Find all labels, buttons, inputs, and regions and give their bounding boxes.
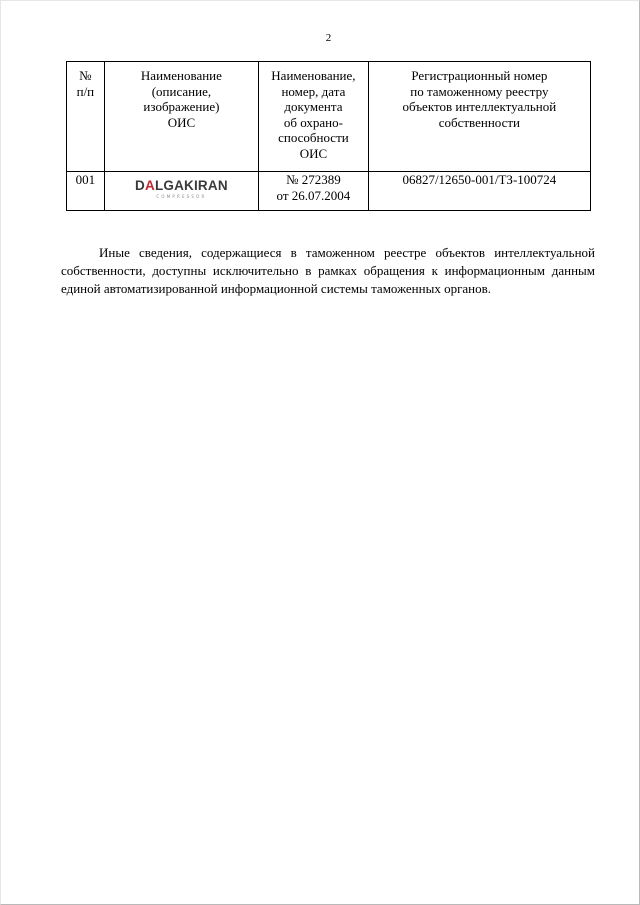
document-number: № 272389 <box>286 172 341 187</box>
logo-wordmark: DALGAKIRAN <box>135 178 228 193</box>
trademark-cell <box>104 172 258 211</box>
note-paragraph: Иные сведения, содержащиеся в таможенном реестре объектов интеллектуальной собственности, доступны исключительно в рамках обращения к информационным данным единой автоматизированной информационной системы таможенных органов. <box>61 245 595 297</box>
header-line: изображение) <box>143 99 220 114</box>
header-line: по таможенному реестру <box>410 83 549 99</box>
header-line: ОИС <box>299 145 328 161</box>
header-line: Регистрационный номер <box>411 68 548 83</box>
registry-table <box>66 61 591 211</box>
header-line: п/п <box>76 83 95 99</box>
document-date: от 26.07.2004 <box>276 187 351 203</box>
header-line: (описание, <box>151 83 212 99</box>
header-line: собственности <box>438 114 521 130</box>
header-line: документа <box>284 99 343 114</box>
header-line: способности <box>278 130 349 145</box>
header-line: номер, дата <box>281 83 346 99</box>
header-line: № <box>79 68 92 83</box>
header-number <box>67 62 105 172</box>
trademark-logo <box>127 178 235 202</box>
logo-subtext: COMPRESSOR <box>156 194 207 199</box>
registration-number: 06827/12650-001/ТЗ-100724 <box>368 172 590 211</box>
page-number: 2 <box>325 32 332 44</box>
row-number: 001 <box>67 172 105 211</box>
header-line: ОИС <box>167 114 196 130</box>
header-registration <box>368 62 590 172</box>
header-name <box>104 62 258 172</box>
table-row <box>67 172 591 211</box>
table-header-row <box>67 62 591 172</box>
header-document <box>259 62 369 172</box>
header-line: Наименование <box>140 68 222 83</box>
header-line: Наименование, <box>271 68 356 83</box>
header-line: об охрано- <box>283 114 343 130</box>
document-cell <box>259 172 369 211</box>
header-line: объектов интеллектуальной <box>402 99 557 114</box>
